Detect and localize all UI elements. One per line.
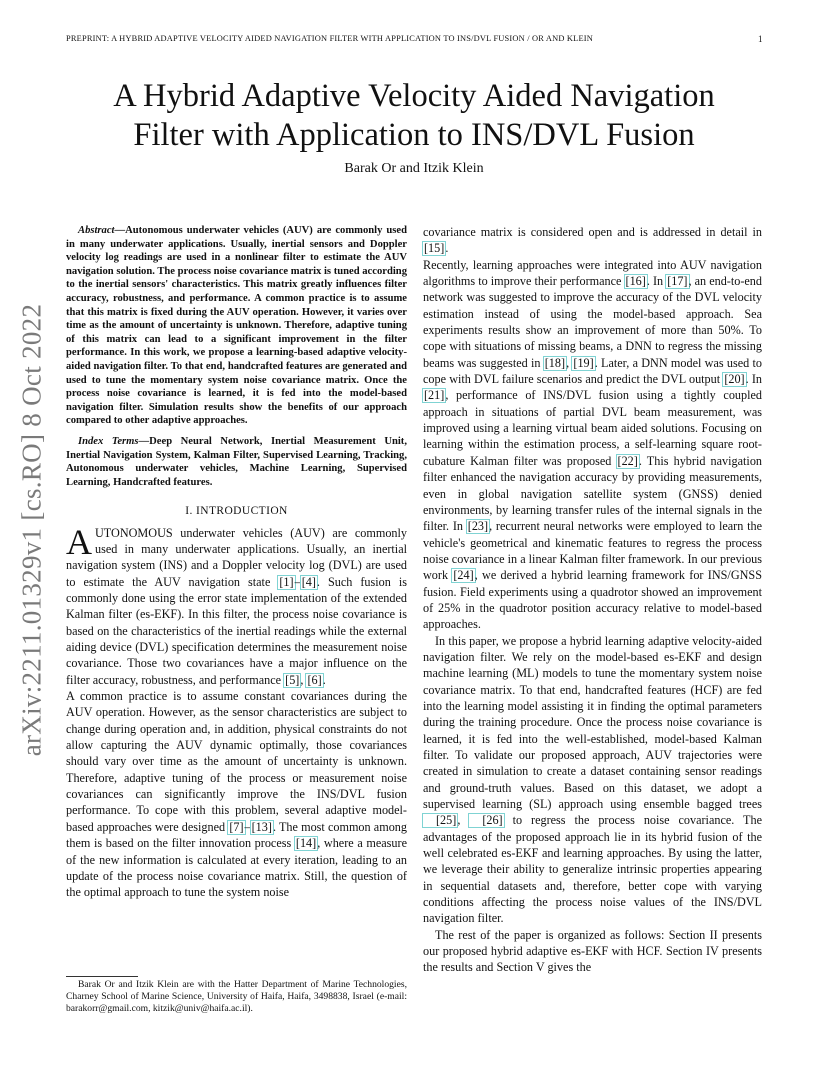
intro-text: .	[322, 672, 326, 687]
citation-link[interactable]: [17]	[667, 274, 688, 289]
body-text: In this paper, we propose a hybrid learning adaptive velocity-aided navigation filter. We rely on the model-based es-EKF and design machine learning (ML) models to tune the momentary system noise covariance matrix. To that end, handcrafted features (HCF) are fed into the learning model assisting it in finding the optimal parameters during the training procedure. Once the process noise covariance is learned, it is fed into the well-established, model-based Kalman filter. To validate our proposed approach, AUV trajectories were created in simulation to create a dataset containing sensor readings and ground-truth values. Based on this dataset, we adopt a supervised learning (SL) approach using ensemble bagged trees	[423, 633, 762, 812]
citation-link[interactable]: [6]	[307, 672, 322, 687]
citation-link[interactable]: [13]	[251, 819, 272, 834]
footnote: Barak Or and Itzik Klein are with the Hatter Department of Marine Technologies, Charney School of Marine Science, University of Haifa, Haifa, 3498838, Israel (e-mail: barakorr@gmail.com, kitzik@univ@haifa.ac.il).	[66, 979, 407, 1014]
intro-text: –	[244, 819, 251, 834]
arxiv-stamp-text: arXiv:2211.01329v1 [cs.RO] 8 Oct 2022	[16, 303, 47, 757]
index-terms-label: Index Terms	[78, 435, 139, 447]
body-text: . In	[646, 274, 667, 289]
index-terms	[66, 435, 407, 489]
citation-link[interactable]: [14]	[295, 836, 317, 851]
citation-link[interactable]: [25]	[423, 814, 457, 827]
body-text: , recurrent neural networks were employed to learn the vehicle's geometrical and kinematic features to regress the process noise covariance in a linear Kalman filter framework. In our previous work	[423, 519, 762, 583]
left-column	[66, 224, 407, 901]
arxiv-stamp	[12, 295, 52, 765]
citation-link[interactable]: [18]	[544, 355, 566, 370]
citation-link[interactable]: [19]	[573, 355, 594, 370]
page-number: 1	[758, 34, 763, 44]
intro-paragraph-1	[66, 521, 407, 688]
authors: Barak Or and Itzik Klein	[344, 161, 484, 176]
abstract-text: —Autonomous underwater vehicles (AUV) are commonly used in many underwater applications. Usually, inertial sensors and Doppler velocity log readings are used in a nonlinear filter to estimate the AUV navigation solution. The process noise covariance matrix is tuned according to the inertial sensors' characteristics. This matrix greatly influences filter accuracy, robustness, and performance. A common practice is to assume that this matrix is fixed during the AUV operation. However, it varies over time as the amount of uncertainty is unknown. Therefore, adaptive tuning of this matrix can lead to a significant improvement in the filter performance. In this work, we propose a learning-based adaptive velocity-aided navigation filter. To that end, handcrafted features are generated and used to tune the momentary system noise covariance matrix. Once the process noise covariance is learned, it is fed into the model-based navigation filter. Simulation results show the benefits of our approach compared to other adaptive approaches.	[66, 225, 407, 427]
right-column	[423, 224, 762, 976]
intro-text: –	[294, 574, 301, 589]
intro-paragraph-2	[66, 688, 407, 900]
title-line-2: Filter with Application to INS/DVL Fusion	[133, 117, 695, 153]
citation-link[interactable]: [16]	[625, 274, 646, 289]
body-text: to regress the process noise covariance. The advantages of the proposed approach lie in its hybrid fusion of the well celebrated es-EKF and learning approaches. By using the latter, we leverage their ability to generalize intrinsic properties appearing in sequential datasets and, therefore, better cope with varying conditions affecting the process noise values of the INS/DVL navigation filter.	[423, 813, 762, 926]
citation-link[interactable]: [21]	[424, 388, 445, 403]
body-text: ,	[457, 813, 470, 828]
intro-text: ,	[300, 672, 307, 687]
body-text: ,	[566, 355, 573, 370]
citation-link[interactable]: [7]	[229, 819, 244, 834]
section-heading: I. INTRODUCTION	[185, 505, 288, 518]
right-paragraph-1	[423, 224, 762, 257]
paper-title	[70, 77, 758, 155]
intro-text: . The most common among them is based on the filter innovation process	[66, 819, 407, 851]
running-header: PREPRINT: A HYBRID ADAPTIVE VELOCITY AIDED NAVIGATION FILTER WITH APPLICATION TO INS/DVL FUSION / OR AND KLEIN	[66, 34, 594, 43]
index-terms-text: —Deep Neural Network, Inertial Measurement Unit, Inertial Navigation System, Kalman Filter, Supervised Learning, Tracking, Autonomous underwater vehicles, Machine Learning, Supervised Learning, Handcrafted features.	[66, 435, 407, 488]
citation-link[interactable]: [24]	[453, 568, 474, 583]
citation-link[interactable]: [22]	[617, 453, 638, 468]
footnote-rule	[66, 976, 138, 977]
body-text: covariance matrix is considered open and is addressed in detail in	[423, 225, 762, 239]
citation-link[interactable]: [23]	[467, 519, 489, 534]
drop-cap: A	[66, 521, 92, 562]
citation-link[interactable]: [20]	[724, 372, 745, 387]
body-text: , performance of INS/DVL fusion using a tightly coupled approach in situations of partial DVL beam measurement, was improved using a learning virtual beam aided solutions. Focusing on learning within the estimation process, a self-learning square root-cubature Kalman filter was proposed	[423, 388, 762, 468]
right-paragraph-2	[423, 257, 762, 633]
citation-link[interactable]: [26]	[469, 814, 503, 827]
citation-link[interactable]: [15]	[424, 241, 445, 256]
abstract	[66, 224, 407, 428]
intro-text: A common practice is to assume constant covariances during the AUV operation. However, as the sensor characteristics are subject to change during operation and, in addition, physical constraints do not allow capturing the AUV dynamic optimally, those covariances should vary over time as the amount of uncertainty is unknown. Therefore, adaptive tuning of the process or measurement noise covariances can significantly improve the INS/DVL fusion performance. To cope with this problem, several adaptive model-based approaches were designed	[66, 689, 407, 834]
body-text: , we derived a hybrid learning framework for INS/GNSS fusion. Field experiments using a quadrotor showed an improvement of 25% in the quadrotor position accuracy relative to model-based approaches.	[423, 568, 762, 632]
title-line-1: A Hybrid Adaptive Velocity Aided Navigation	[113, 78, 715, 114]
body-text: . In	[745, 372, 763, 387]
citation-link[interactable]: [1]	[279, 574, 294, 589]
right-paragraph-4: The rest of the paper is organized as follows: Section II presents our proposed hybrid adaptive es-EKF with HCF. Section IV presents the results and Section V gives the	[423, 927, 762, 975]
citation-link[interactable]: [5]	[285, 672, 300, 687]
body-text: .	[445, 241, 449, 256]
intro-text: . Such fusion is commonly done using the error state implementation of the extended Kalman filter (es-EKF). In this filter, the process noise covariance is based on the characteristics of the inertial readings while the external aiding device (DVL) specification determines the measurement noise covariance. Those two covariances have a major influence on the filter accuracy, robustness, and performance	[66, 574, 407, 687]
citation-link[interactable]: [4]	[301, 574, 316, 589]
intro-text: , where a measure of the new information is calculated at every iteration, leading to an update of the process noise covariance matrix. Still, the question of the optimal approach to tune the system noise	[66, 836, 407, 900]
abstract-label: Abstract	[78, 225, 115, 236]
intro-text: UTONOMOUS underwater vehicles (AUV) are commonly used in many underwater applications. Usually, an inertial navigation system (INS) and a Doppler velocity log (DVL) are used to estimate the AUV navigation state	[66, 525, 407, 589]
right-paragraph-3	[423, 633, 762, 927]
body-text: Recently, learning approaches were integrated into AUV navigation algorithms to improve their performance	[423, 257, 762, 289]
body-text: . Later, a DNN model was used to cope with DVL failure scenarios and predict the DVL output	[423, 355, 762, 387]
body-text: . This hybrid navigation filter enhanced the navigation accuracy by providing measurements, even in global navigation satellite system (GNSS) denied environments, by learning transfer rules of the internal signals in the filter. In	[423, 453, 763, 534]
body-text: , an end-to-end network was suggested to improve the accuracy of the DVL velocity estimation instead of using the model-based approach. Sea experiments results show an improvement of more than 50%. To cope with situations of missing beams, a DNN to regress the missing beams was suggested in	[423, 274, 762, 370]
